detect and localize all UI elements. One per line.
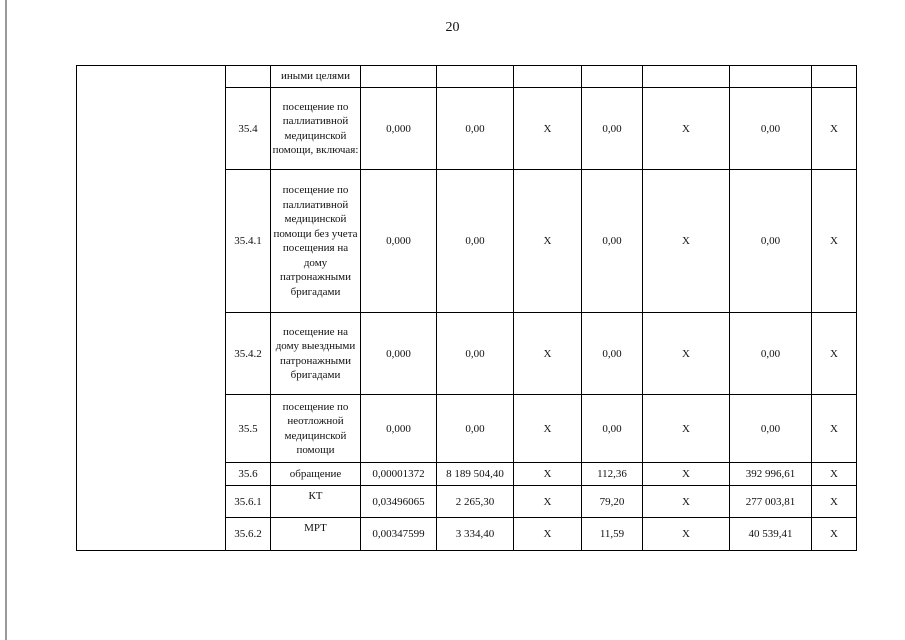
cell-value: 0,000 [361,88,437,170]
cell-value: 0,00 [730,395,812,463]
cell-value: 0,00001372 [361,463,437,486]
row-code: 35.5 [226,395,271,463]
row-name: посещение на дому выездными патронажными бригадами [271,313,361,395]
cell-value: 0,00 [437,395,514,463]
cell-value: 0,00 [582,88,643,170]
cell-value: X [812,170,857,313]
cell-value: 0,03496065 [361,486,437,518]
cell-value: 11,59 [582,518,643,551]
cell-value: X [643,313,730,395]
cell-value: 8 189 504,40 [437,463,514,486]
row-name: КТ [271,486,361,518]
cell-value: 0,00 [582,313,643,395]
row-code: 35.4 [226,88,271,170]
cell-value: X [812,518,857,551]
cell-value: 40 539,41 [730,518,812,551]
cell-value: X [514,313,582,395]
cell-value: X [812,88,857,170]
cell-value: 277 003,81 [730,486,812,518]
row-code: 35.6 [226,463,271,486]
cell-value: 0,000 [361,395,437,463]
cell-value: X [643,88,730,170]
cell-value: X [514,88,582,170]
cell-value: 0,00 [730,170,812,313]
row-code: 35.6.1 [226,486,271,518]
cell-value [812,66,857,88]
row-code: 35.4.2 [226,313,271,395]
cell-value: X [812,486,857,518]
cell-value: X [514,486,582,518]
cell-value: 0,000 [361,313,437,395]
cell-value: X [643,463,730,486]
cell-value: X [643,395,730,463]
cell-value: 0,00 [730,313,812,395]
cell-value: 0,00 [582,170,643,313]
row-name: посещение по неотложной медицинской помощи [271,395,361,463]
cell-value: 79,20 [582,486,643,518]
row-code: 35.6.2 [226,518,271,551]
data-table [76,65,857,551]
row-name: МРТ [271,518,361,551]
cell-value [643,66,730,88]
cell-value: 0,000 [361,170,437,313]
cell-value: 2 265,30 [437,486,514,518]
cell-value: 3 334,40 [437,518,514,551]
cell-value [437,66,514,88]
cell-value: 0,00 [437,88,514,170]
cell-value: X [514,170,582,313]
cell-value: 392 996,61 [730,463,812,486]
cell-value [730,66,812,88]
cell-value [361,66,437,88]
row-name: обращение [271,463,361,486]
row-name: посещение по паллиативной медицинской помощи без учета посещения на дому патронажными бригадами [271,170,361,313]
page-number: 20 [445,20,460,35]
row-name: посещение по паллиативной медицинской помощи, включая: [271,88,361,170]
cell-value: X [514,518,582,551]
table-row [77,66,857,88]
cell-value: 0,00 [730,88,812,170]
page-margin-line [5,0,7,640]
cell-value: X [643,518,730,551]
cell-value: 0,00347599 [361,518,437,551]
cell-value: 0,00 [437,313,514,395]
cell-value: X [514,395,582,463]
cell-value: X [643,170,730,313]
row-name: иными целями [271,66,361,88]
merged-left-cell [77,66,226,551]
cell-value: X [812,313,857,395]
cell-value [582,66,643,88]
cell-value: X [812,395,857,463]
cell-value: 0,00 [582,395,643,463]
cell-value: 0,00 [437,170,514,313]
cell-value: X [643,486,730,518]
cell-value: X [514,463,582,486]
row-code: 35.4.1 [226,170,271,313]
cell-value: 112,36 [582,463,643,486]
cell-value: X [812,463,857,486]
cell-value [514,66,582,88]
row-code [226,66,271,88]
